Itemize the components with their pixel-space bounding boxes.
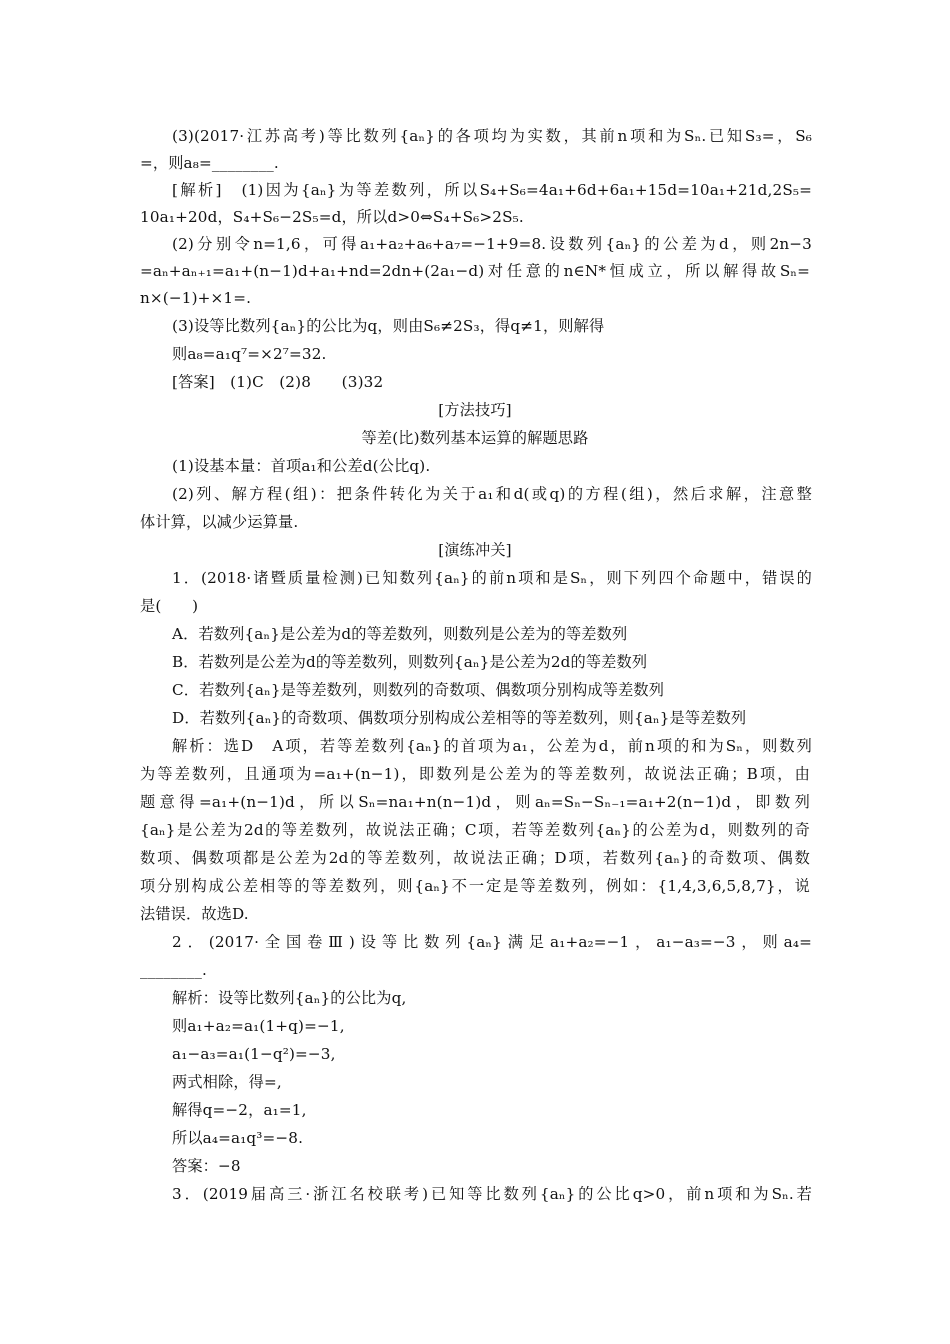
- answer-line: 答案：−8: [172, 1157, 241, 1175]
- question-line: 1．(2018·诸暨质量检测)已知数列{aₙ}的前n项和是Sₙ，则下列四个命题中，错误的: [172, 569, 812, 587]
- text-line: 所以a₄=a₁q³=−8.: [172, 1129, 304, 1147]
- text-line: 体计算，以减少运算量.: [140, 513, 299, 531]
- answer-line: [答案] (1)C (2)8 (3)32: [172, 373, 384, 391]
- section-subheading: 等差(比)数列基本运算的解题思路: [361, 429, 589, 447]
- text-line: 解得q=−2，a₁=1,: [172, 1101, 307, 1119]
- text-line: {aₙ}是公差为2d的等差数列，故说法正确；C项，若等差数列{aₙ}的公差为d，则数列的奇: [140, 821, 810, 839]
- text-line: 题意得=a₁+(n−1)d，所以Sₙ=na₁+n(n−1)d，则aₙ=Sₙ−Sₙ₋₁=a₁+2(n−1)d，即数列: [140, 793, 810, 811]
- text-line: 则a₁+a₂=a₁(1+q)=−1,: [172, 1017, 345, 1035]
- question-line: 2．(2017·全国卷Ⅲ)设等比数列{aₙ}满足a₁+a₂=−1，a₁−a₃=−3，则a₄=: [172, 933, 812, 951]
- text-line: 项分别构成公差相等的等差数列，则{aₙ}不一定是等差数列，例如：{1,4,3,6,5,8,7}，说: [140, 877, 810, 895]
- text-line: 法错误．故选D.: [140, 905, 249, 923]
- text-line: =，则a₈=________.: [140, 154, 279, 172]
- question-line: 是( ): [140, 597, 199, 615]
- option-c: C．若数列{aₙ}是等差数列，则数列的奇数项、偶数项分别构成等差数列: [172, 681, 665, 699]
- section-heading: [演练冲关]: [438, 541, 512, 559]
- text-line: =aₙ+aₙ₊₁=a₁+(n−1)d+a₁+nd=2dn+(2a₁−d)对任意的n∈N*恒成立，所以解得故Sₙ=: [140, 262, 810, 280]
- text-line: (2)列、解方程(组)：把条件转化为关于a₁和d(或q)的方程(组)，然后求解，注意整: [172, 485, 812, 503]
- text-line: 则a₈=a₁q⁷=×2⁷=32.: [172, 345, 327, 363]
- text-line: 数项、偶数项都是公差为2d的等差数列，故说法正确；D项，若数列{aₙ}的奇数项、偶数: [140, 849, 810, 867]
- text-line: 解析：选D A项，若等差数列{aₙ}的首项为a₁，公差为d，前n项的和为Sₙ，则数列: [172, 737, 812, 755]
- option-d: D．若数列{aₙ}的奇数项、偶数项分别构成公差相等的等差数列，则{aₙ}是等差数列: [172, 709, 747, 727]
- text-line: (1)设基本量：首项a₁和公差d(公比q).: [172, 457, 431, 475]
- text-line: 两式相除，得=,: [172, 1073, 282, 1091]
- section-heading: [方法技巧]: [438, 401, 512, 419]
- text-line: n×(−1)+×1=.: [140, 289, 252, 307]
- text-line: a₁−a₃=a₁(1−q²)=−3,: [172, 1045, 336, 1063]
- option-b: B．若数列是公差为d的等差数列，则数列{aₙ}是公差为2d的等差数列: [172, 653, 648, 671]
- question-line: 3．(2019届高三·浙江名校联考)已知等比数列{aₙ}的公比q>0，前n项和为Sₙ.若: [172, 1185, 812, 1203]
- text-line: 解析：设等比数列{aₙ}的公比为q,: [172, 989, 407, 1007]
- text-line: (2)分别令n=1,6，可得a₁+a₂+a₆+a₇=−1+9=8.设数列{aₙ}的公差为d，则2n−3: [172, 235, 812, 253]
- text-line: 为等差数列，且通项为=a₁+(n−1)，即数列是公差为的等差数列，故说法正确；B项，由: [140, 765, 810, 783]
- text-line: (3)设等比数列{aₙ}的公比为q，则由S₆≠2S₃，得q≠1，则解得: [172, 317, 605, 335]
- question-line: ________.: [140, 961, 207, 979]
- text-line: (3)(2017·江苏高考)等比数列{aₙ}的各项均为实数，其前n项和为Sₙ.已知S₃=，S₆: [172, 127, 812, 145]
- text-line: [解析] (1)因为{aₙ}为等差数列，所以S₄+S₆=4a₁+6d+6a₁+15d=10a₁+21d,2S₅=: [172, 181, 812, 199]
- text-line: 10a₁+20d，S₄+S₆−2S₅=d，所以d>0⇔S₄+S₆>2S₅.: [140, 208, 524, 226]
- option-a: A．若数列{aₙ}是公差为d的等差数列，则数列是公差为的等差数列: [172, 625, 628, 643]
